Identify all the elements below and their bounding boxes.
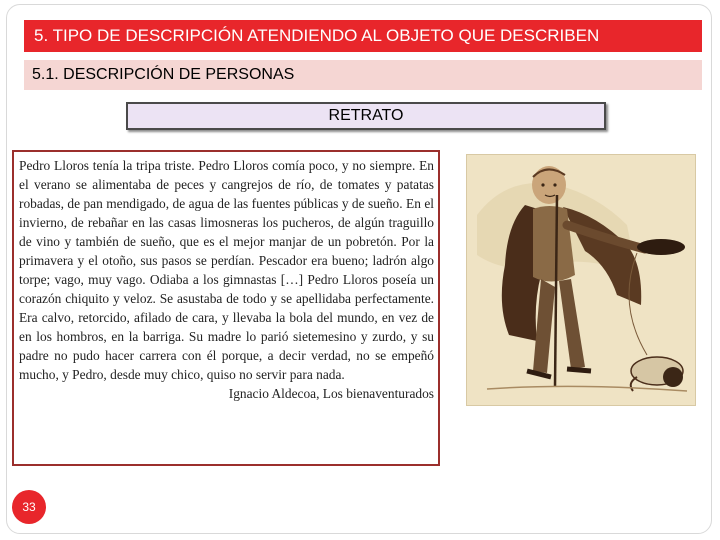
excerpt-text: Pedro Lloros tenía la tripa triste. Pedro Lloros comía poco, y no siempre. En el verano se alimentaba de peces y cangrejos de río, de tomates y patatas robadas, de pan mendigado, de agua de las fuentes públicas y de sueño. En el invierno, de rebañar en las casas limosneras los pucheros, de algún traguillo de vino y también de sueño, que es el mejor manjar de un pobretón. Por la primavera y el otoño, sus pasos se perdían. Pescador era bueno; ladrón algo torpe; vago, muy vago. Odiaba a los gimnastas […] Pedro Lloros poseía un corazón chiquito y veloz. Se asustaba de todo y se apellidaba perfectamente. Era calvo, retorcido, afilado de cara, y llevaba la bola del mundo, en vez de en los hombros, en la barriga. Su madre lo parió sietemesino y zurdo, y su padre no pudo hacer carrera con él porque, a decir verdad, no se empeñó mucho, y Pedro, desde muy chico, quiso no servir para nada. <box>19 158 434 382</box>
section-tag: RETRATO <box>126 102 606 130</box>
beggar-sketch-drawing <box>467 155 696 406</box>
slide-title: 5. TIPO DE DESCRIPCIÓN ATENDIENDO AL OBJETO QUE DESCRIBEN <box>24 20 702 52</box>
beggar-sketch-image <box>466 154 696 406</box>
slide-subtitle: 5.1. DESCRIPCIÓN DE PERSONAS <box>24 60 702 90</box>
page-number-badge: 33 <box>12 490 46 524</box>
excerpt-box <box>12 150 440 466</box>
excerpt-source: Ignacio Aldecoa, Los bienaventurados <box>228 386 434 401</box>
